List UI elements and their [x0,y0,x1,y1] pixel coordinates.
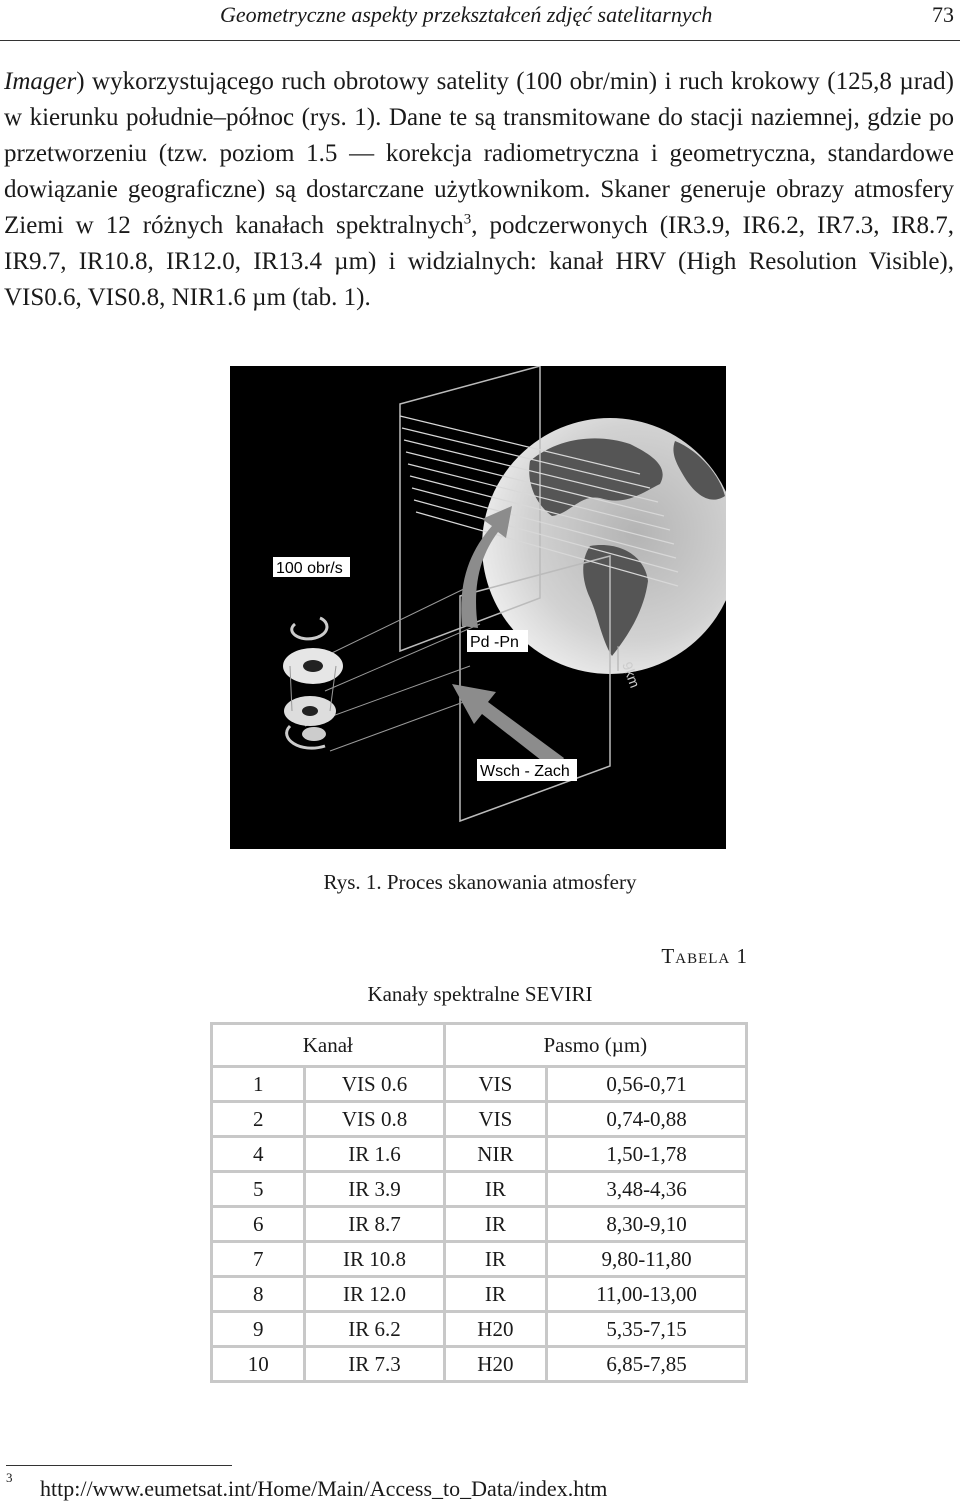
rotation-arrow-icon [292,618,327,639]
cell-band: 8,30-9,10 [547,1207,747,1242]
cell-number: 7 [212,1242,305,1277]
body-text-part1: ) wykorzystującego ruch obrotowy satelity (100 obr/min) i ruch krokowy (125,8 µrad) w kierunku południe–północ (rys. 1). Dane te są transmitowane do stacji naziemnej, gdzie po przetworzeniu (tzw. poziom 1.5 — korekcja radiometryczna i geometryczna, standardowe dowiązanie geograficzne) są dostarczane użytkownikom. Skaner generuje obrazy atmosfery Ziemi w 12 różnych kanałach spektralnych [4,68,954,239]
footnote-divider [6,1465,232,1466]
table-row [212,1137,747,1172]
table-row [212,1277,747,1312]
running-title: Geometryczne aspekty przekształceń zdjęć satelitarnych [220,2,713,27]
cell-type: IR [444,1277,546,1312]
table-row [212,1102,747,1137]
scanning-figure [230,366,726,849]
table-row [212,1242,747,1277]
cell-number: 8 [212,1277,305,1312]
distance-label: 9km [619,659,644,690]
page-header [0,0,960,41]
table-row [212,1067,747,1102]
east-west-arrow-icon [452,684,564,771]
cell-channel: IR 6.2 [305,1312,444,1347]
cell-channel: IR 12.0 [305,1277,444,1312]
cell-type: H20 [444,1312,546,1347]
cell-band: 11,00-13,00 [547,1277,747,1312]
figure-caption: Rys. 1. Proces skanowania atmosfery [323,870,637,894]
cell-type: IR [444,1172,546,1207]
cell-channel: IR 8.7 [305,1207,444,1242]
cell-band: 9,80-11,80 [547,1242,747,1277]
cell-type: VIS [444,1102,546,1137]
scanning-diagram [230,366,726,849]
cell-number: 5 [212,1172,305,1207]
seviri-channels-table [210,1022,748,1383]
table-row [212,1207,747,1242]
table-row [212,1312,747,1347]
footnote-reference[interactable]: 3 [463,211,472,228]
cell-number: 6 [212,1207,305,1242]
cell-channel: IR 7.3 [305,1347,444,1382]
cell-channel: IR 10.8 [305,1242,444,1277]
table-header-row [212,1024,747,1067]
table-label: Tabela 1 [661,944,748,968]
cell-channel: VIS 0.6 [305,1067,444,1102]
cell-band: 5,35-7,15 [547,1312,747,1347]
header-band: Pasmo (µm) [444,1024,746,1067]
page-number: 73 [932,2,954,27]
cell-number: 1 [212,1067,305,1102]
cell-number: 2 [212,1102,305,1137]
cell-type: H20 [444,1347,546,1382]
header-channel: Kanał [212,1024,445,1067]
cell-type: IR [444,1242,546,1277]
body-paragraph [4,64,954,316]
body-italic-term: Imager [4,68,77,95]
footnote-link[interactable]: http://www.eumetsat.int/Home/Main/Access_to_Data/index.htm [40,1476,608,1501]
cell-channel: IR 3.9 [305,1172,444,1207]
cell-band: 3,48-4,36 [547,1172,747,1207]
cell-type: NIR [444,1137,546,1172]
east-west-label: Wsch - Zach [480,763,570,780]
cell-type: VIS [444,1067,546,1102]
footnote-mark: 3 [6,1470,13,1485]
cell-number: 4 [212,1137,305,1172]
north-south-label: Pd -Pn [470,634,519,651]
cell-band: 0,56-0,71 [547,1067,747,1102]
cell-number: 10 [212,1347,305,1382]
cell-band: 6,85-7,85 [547,1347,747,1382]
cell-number: 9 [212,1312,305,1347]
table-title: Kanały spektralne SEVIRI [367,982,593,1006]
cell-channel: IR 1.6 [305,1137,444,1172]
table-row [212,1172,747,1207]
body-text-part2: , podczerwonych (IR3.9, IR6.2, IR7.3, IR8.7, IR9.7, IR10.8, IR12.0, IR13.4 µm) i widzialnych: kanał HRV (High Resolution Visible), VIS0.6, VIS0.8, NIR1.6 µm (tab. 1). [4,212,954,311]
cell-band: 1,50-1,78 [547,1137,747,1172]
telescope [283,648,343,741]
rotation-label: 100 obr/s [276,560,343,577]
cell-type: IR [444,1207,546,1242]
table-row [212,1347,747,1382]
cell-band: 0,74-0,88 [547,1102,747,1137]
cell-channel: VIS 0.8 [305,1102,444,1137]
